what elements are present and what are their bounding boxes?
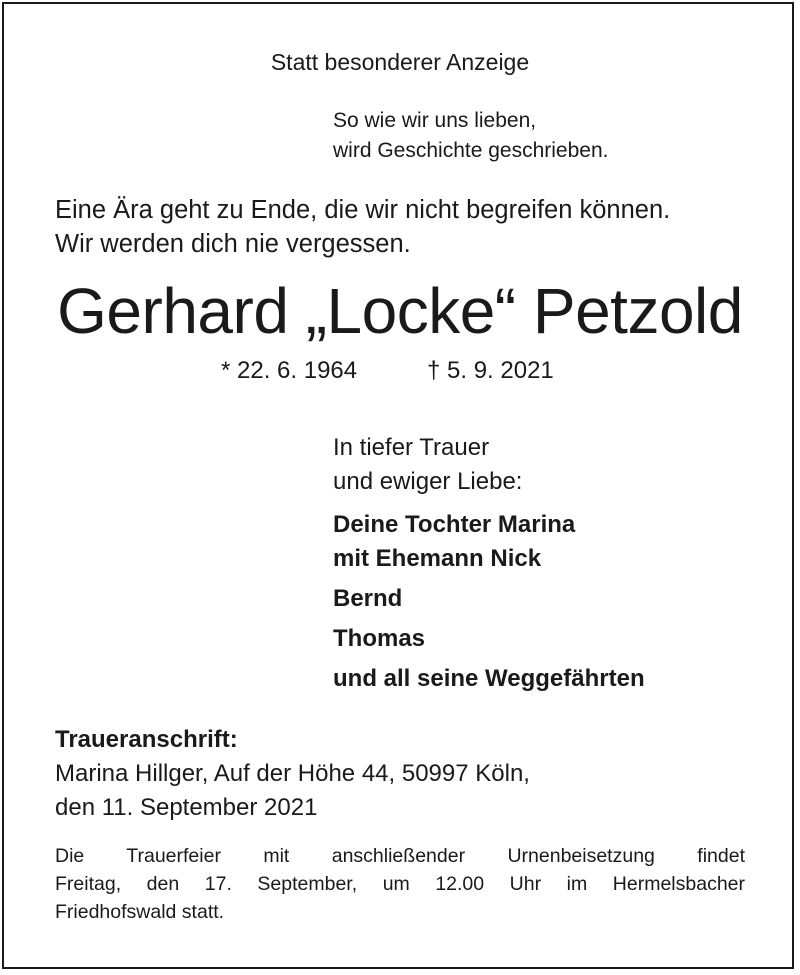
mourners-list <box>333 508 645 696</box>
deceased-name: Gerhard „Locke“ Petzold <box>57 275 743 347</box>
mourning-line-2: und ewiger Liebe: <box>333 468 523 495</box>
motto <box>333 106 608 166</box>
birth-date: * 22. 6. 1964 <box>221 357 358 384</box>
mourner-line-2: mit Ehemann Nick <box>333 545 542 572</box>
address-line-1: Marina Hillger, Auf der Höhe 44, 50997 Köln, <box>55 760 530 787</box>
mourner-line-1: Deine Tochter Marina <box>333 511 576 538</box>
intro-text <box>55 193 670 261</box>
intro-line-2: Wir werden dich nie vergessen. <box>55 230 411 258</box>
motto-line-2: wird Geschichte geschrieben. <box>333 139 609 162</box>
ceremony-info <box>55 842 745 926</box>
ceremony-line-3: Friedhofswald statt. <box>55 901 225 923</box>
intro-line-1: Eine Ära geht zu Ende, die wir nicht begreifen können. <box>55 196 671 224</box>
mourner-line-5: und all seine Weggefährten <box>333 665 645 692</box>
mourning-phrase <box>333 431 522 499</box>
mourner-line-4: Thomas <box>333 625 426 652</box>
mourning-line-1: In tiefer Trauer <box>333 434 490 461</box>
death-date: † 5. 9. 2021 <box>427 357 554 384</box>
address-title: Traueranschrift: <box>55 726 238 753</box>
ceremony-line-2: Freitag, den 17. September, um 12.00 Uhr im Hermelsbacher <box>55 873 745 895</box>
mourner-line-3: Bernd <box>333 585 403 612</box>
motto-line-1: So wie wir uns lieben, <box>333 109 537 132</box>
notice-header: Statt besonderer Anzeige <box>270 49 530 75</box>
address-block <box>55 757 530 825</box>
address-line-2: den 11. September 2021 <box>55 794 318 821</box>
ceremony-line-1: Die Trauerfeier mit anschließender Urnenbeisetzung findet <box>55 845 745 867</box>
